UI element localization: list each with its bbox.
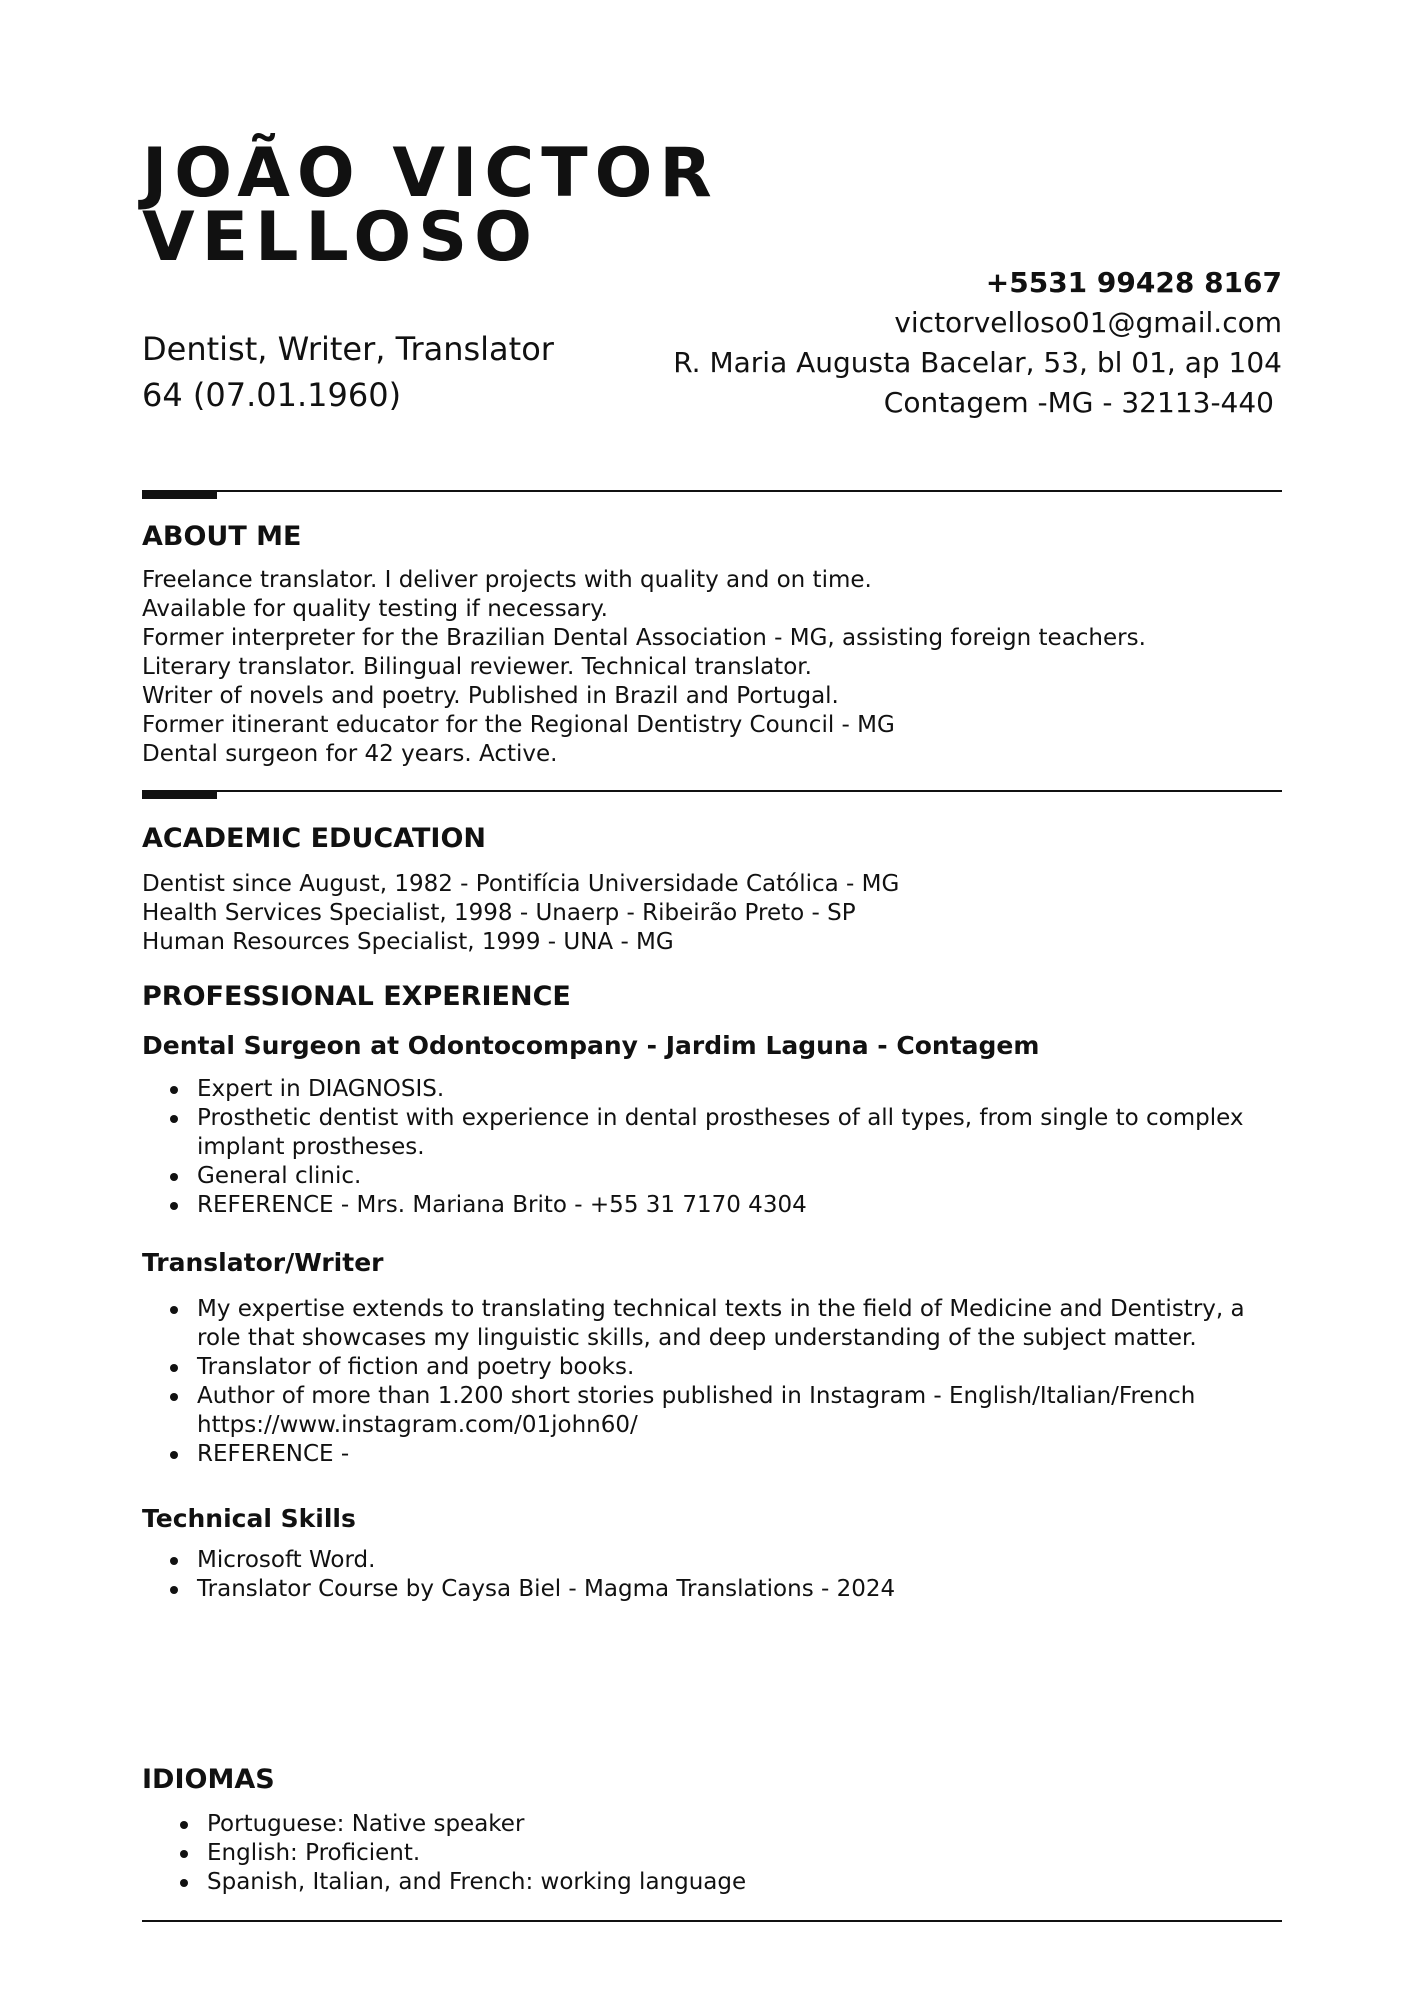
list-item: General clinic.: [142, 1162, 1282, 1191]
name-line-1: JOÃO VICTOR: [142, 134, 719, 213]
list-item: Spanish, Italian, and French: working language: [142, 1868, 1292, 1897]
experience-heading: PROFESSIONAL EXPERIENCE: [142, 981, 571, 1012]
divider-accent: [142, 790, 217, 799]
list-item: Portuguese: Native speaker: [142, 1810, 1292, 1839]
list-item: Translator Course by Caysa Biel - Magma Translations - 2024: [142, 1575, 1282, 1604]
about-line: Freelance translator. I deliver projects with quality and on time.: [142, 567, 872, 593]
phone-number: +5531 99428 8167: [985, 266, 1282, 299]
section-divider: [142, 790, 1282, 792]
bullet-icon: [170, 1364, 178, 1372]
email-address: victorvelloso01@gmail.com: [894, 306, 1282, 339]
about-heading: ABOUT ME: [142, 521, 302, 552]
list-item: Prosthetic dentist with experience in dental prostheses of all types, from single to complex implant prostheses.: [142, 1104, 1282, 1162]
bullet-icon: [180, 1879, 188, 1887]
job-2-list: [142, 1295, 1282, 1469]
list-item: REFERENCE - Mrs. Mariana Brito - +55 31 7170 4304: [142, 1191, 1282, 1220]
about-line: Former itinerant educator for the Regional Dentistry Council - MG: [142, 712, 895, 738]
job-1-list: [142, 1075, 1282, 1220]
languages-heading: IDIOMAS: [142, 1764, 275, 1795]
bottom-divider: [142, 1920, 1282, 1922]
education-text: [142, 870, 1302, 957]
job-title: Dental Surgeon at Odontocompany - Jardim Laguna - Contagem: [142, 1031, 1040, 1060]
list-item: Microsoft Word.: [142, 1546, 1282, 1575]
bullet-icon: [170, 1086, 178, 1094]
about-line: Dental surgeon for 42 years. Active.: [142, 741, 558, 767]
list-item: Translator of fiction and poetry books.: [142, 1353, 1282, 1382]
about-line: Writer of novels and poetry. Published in Brazil and Portugal.: [142, 683, 839, 709]
section-divider: [142, 490, 1282, 492]
subtitle-block: [142, 326, 554, 418]
address-line-2: Contagem -MG - 32113-440: [883, 386, 1274, 419]
about-line: Literary translator. Bilingual reviewer. Technical translator.: [142, 654, 812, 680]
contact-block: [673, 263, 1282, 423]
bullet-icon: [180, 1850, 188, 1858]
skills-heading: Technical Skills: [142, 1504, 356, 1533]
divider-accent: [142, 490, 217, 499]
address-line-1: R. Maria Augusta Bacelar, 53, bl 01, ap 104: [673, 346, 1282, 379]
education-line: Human Resources Specialist, 1999 - UNA - MG: [142, 929, 674, 955]
bullet-icon: [170, 1115, 178, 1123]
bullet-icon: [170, 1393, 178, 1401]
professions: Dentist, Writer, Translator: [142, 330, 554, 368]
age: 64 (07.01.1960): [142, 376, 402, 414]
bullet-icon: [170, 1306, 178, 1314]
education-line: Dentist since August, 1982 - Pontifícia Universidade Católica - MG: [142, 871, 900, 897]
education-heading: ACADEMIC EDUCATION: [142, 823, 486, 854]
about-text: [142, 566, 1302, 769]
list-item: Author of more than 1.200 short stories published in Instagram - English/Italian/French https://www.instagram.com/01john60/: [142, 1382, 1257, 1440]
about-line: Available for quality testing if necessary.: [142, 596, 608, 622]
bullet-icon: [170, 1557, 178, 1565]
bullet-icon: [170, 1202, 178, 1210]
job-title: Translator/Writer: [142, 1248, 384, 1277]
list-item: My expertise extends to translating technical texts in the field of Medicine and Dentistry, a role that showcases my linguistic skills, and deep understanding of the subject matter.: [142, 1295, 1282, 1353]
about-line: Former interpreter for the Brazilian Dental Association - MG, assisting foreign teachers.: [142, 625, 1146, 651]
list-item: English: Proficient.: [142, 1839, 1292, 1868]
candidate-name: [142, 134, 842, 277]
bullet-icon: [180, 1821, 188, 1829]
skills-list: [142, 1546, 1282, 1604]
languages-list: [142, 1810, 1292, 1897]
bullet-icon: [170, 1586, 178, 1594]
list-item: REFERENCE -: [142, 1440, 1282, 1469]
list-item: Expert in DIAGNOSIS.: [142, 1075, 1282, 1104]
name-line-2: VELLOSO: [142, 198, 539, 277]
education-line: Health Services Specialist, 1998 - Unaerp - Ribeirão Preto - SP: [142, 900, 856, 926]
bullet-icon: [170, 1451, 178, 1459]
bullet-icon: [170, 1173, 178, 1181]
